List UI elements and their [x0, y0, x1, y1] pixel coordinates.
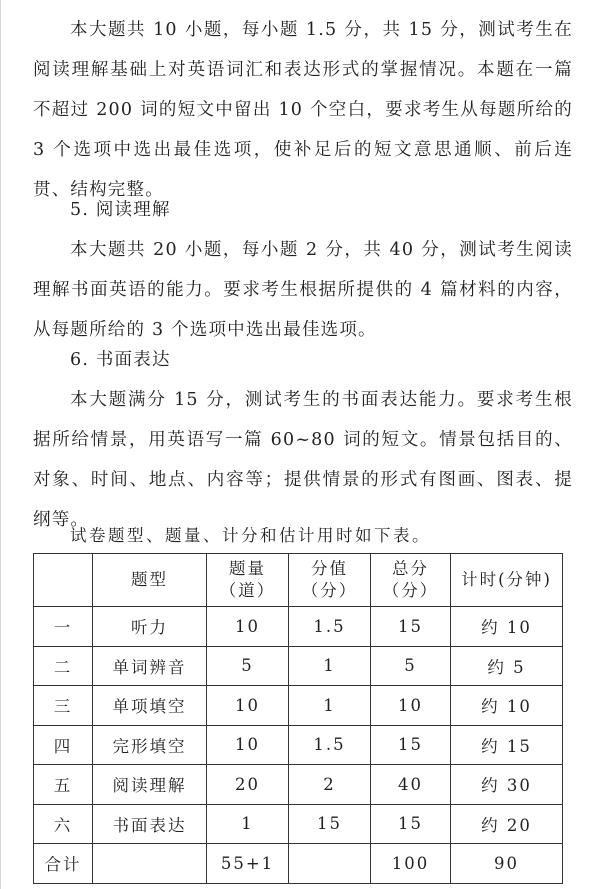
total-label: 合计: [34, 844, 93, 884]
row-total: 10: [371, 686, 451, 726]
row-time: 约 5: [451, 646, 563, 686]
row-time: 约 20: [451, 804, 563, 844]
table-row: [34, 607, 563, 647]
total-score: 100: [371, 844, 451, 884]
row-index: 三: [34, 686, 93, 726]
header-value-line2: （分）: [301, 581, 358, 600]
header-quantity-line1: 题量: [229, 559, 266, 578]
header-value: [289, 554, 371, 607]
row-time: 约 15: [451, 725, 563, 765]
row-type: 听力: [93, 607, 207, 647]
header-index: [34, 554, 93, 607]
total-value: [289, 844, 371, 884]
row-total: 15: [371, 725, 451, 765]
row-value: 1: [289, 646, 371, 686]
header-quantity: [207, 554, 289, 607]
section-5: [33, 190, 573, 350]
table-header-row: [34, 554, 563, 607]
section-5-paragraph: 本大题共 20 小题，每小题 2 分，共 40 分，测试考生阅读理解书面英语的能力。要求考生根据所提供的 4 篇材料的内容，从每题所给的 3 个选项中选出最佳选项。: [33, 240, 573, 340]
table-row: [34, 686, 563, 726]
row-type: 完形填空: [93, 725, 207, 765]
row-index: 一: [34, 607, 93, 647]
row-quantity: 10: [207, 686, 289, 726]
section-6-heading: 6. 书面表达: [70, 350, 171, 370]
section-4-body: [33, 10, 573, 210]
row-time: 约 30: [451, 765, 563, 805]
row-index: 二: [34, 646, 93, 686]
row-time: 约 10: [451, 607, 563, 647]
row-type: 单词辨音: [93, 646, 207, 686]
row-value: 2: [289, 765, 371, 805]
row-quantity: 10: [207, 607, 289, 647]
header-quantity-line2: （道）: [219, 581, 276, 600]
table-caption: 试卷题型、题量、计分和估计用时如下表。: [70, 526, 431, 545]
row-index: 四: [34, 725, 93, 765]
table-row: [34, 804, 563, 844]
row-value: 1: [289, 686, 371, 726]
row-index: 五: [34, 765, 93, 805]
row-value: 1.5: [289, 607, 371, 647]
header-type: 题型: [93, 554, 207, 607]
total-type: [93, 844, 207, 884]
row-total: 40: [371, 765, 451, 805]
row-quantity: 5: [207, 646, 289, 686]
header-total-line2: （分）: [382, 581, 439, 600]
total-time: 90: [451, 844, 563, 884]
section-6: [33, 340, 573, 540]
row-total: 15: [371, 804, 451, 844]
row-quantity: 10: [207, 725, 289, 765]
row-value: 1.5: [289, 725, 371, 765]
header-total: [371, 554, 451, 607]
page-edge-line: [0, 0, 1, 889]
row-quantity: 20: [207, 765, 289, 805]
section-6-paragraph: 本大题满分 15 分，测试考生的书面表达能力。要求考生根据所给情景，用英语写一篇 60~80 词的短文。情景包括目的、对象、时间、地点、内容等；提供情景的形式有图画、图表、提纲等。: [33, 390, 573, 530]
section-5-heading: 5. 阅读理解: [70, 200, 171, 220]
section-4-paragraph: 本大题共 10 小题，每小题 1.5 分，共 15 分，测试考生在阅读理解基础上对英语词汇和表达形式的掌握情况。本题在一篇不超过 200 词的短文中留出 10 个空白，要求考生从每题所给的 3 个选项中选出最佳选项，使补足后的短文意思通顺、前后连贯、结构完整。: [33, 20, 573, 200]
header-value-line1: 分值: [311, 559, 348, 578]
row-type: 书面表达: [93, 804, 207, 844]
row-type: 单项填空: [93, 686, 207, 726]
row-total: 15: [371, 607, 451, 647]
table-row: [34, 646, 563, 686]
table-row: [34, 765, 563, 805]
exam-structure-table: [33, 553, 563, 884]
row-time: 约 10: [451, 686, 563, 726]
header-total-line1: 总分: [392, 559, 429, 578]
table-total-row: [34, 844, 563, 884]
table-row: [34, 725, 563, 765]
header-time: 计时(分钟): [451, 554, 563, 607]
row-quantity: 1: [207, 804, 289, 844]
row-value: 15: [289, 804, 371, 844]
total-quantity: 55+1: [207, 844, 289, 884]
row-index: 六: [34, 804, 93, 844]
row-type: 阅读理解: [93, 765, 207, 805]
row-total: 5: [371, 646, 451, 686]
